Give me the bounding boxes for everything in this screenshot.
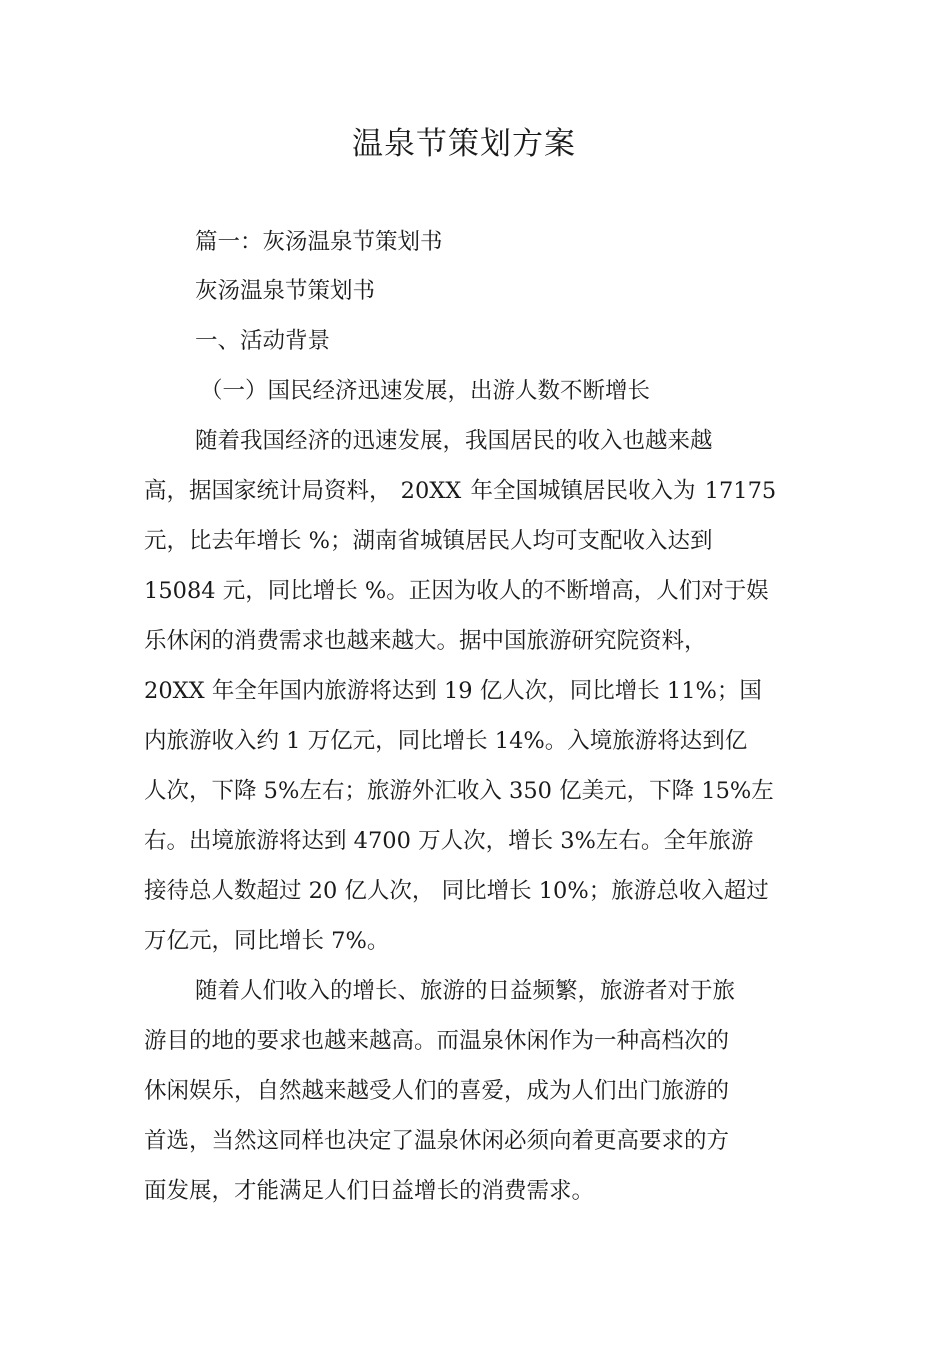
paragraph-line: 随着我国经济的迅速发展，我国居民的收入也越来越 — [195, 428, 713, 454]
paragraph-line: 高，据国家统计局资料， 20XX 年全国城镇居民收入为 17175 — [144, 478, 777, 504]
paragraph-line: 首选，当然这同样也决定了温泉休闲必须向着更高要求的方 — [144, 1128, 730, 1154]
subsection-heading: （一）国民经济迅速发展，出游人数不断增长 — [200, 378, 651, 404]
section-heading: 一、活动背景 — [195, 328, 331, 354]
document-title: 温泉节策划方案 — [352, 126, 576, 162]
paragraph-line: 元，比去年增长 %；湖南省城镇居民人均可支配收入达到 — [144, 528, 713, 554]
paragraph-line: 乐休闲的消费需求也越来越大。据中国旅游研究院资料， — [144, 628, 707, 654]
subtitle: 灰汤温泉节策划书 — [195, 278, 376, 304]
paragraph-line: 万亿元，同比增长 7%。 — [144, 928, 390, 954]
paragraph-line: 20XX 年全年国内旅游将达到 19 亿人次，同比增长 11%；国 — [144, 678, 762, 704]
paragraph-line: 游目的地的要求也越来越高。而温泉休闲作为一种高档次的 — [144, 1028, 730, 1054]
paragraph-line: 人次，下降 5%左右；旅游外汇收入 350 亿美元，下降 15%左 — [144, 778, 774, 804]
paragraph-line: 休闲娱乐，自然越来越受人们的喜爱，成为人们出门旅游的 — [144, 1078, 730, 1104]
section-heading: 篇一：灰汤温泉节策划书 — [195, 229, 443, 255]
paragraph-line: 内旅游收入约 1 万亿元，同比增长 14%。入境旅游将达到亿 — [144, 728, 748, 754]
paragraph-line: 面发展，才能满足人们日益增长的消费需求。 — [144, 1178, 595, 1204]
paragraph-line: 15084 元，同比增长 %。正因为收人的不断增高，人们对于娱 — [144, 578, 769, 604]
paragraph-line: 接待总人数超过 20 亿人次， 同比增长 10%；旅游总收入超过 — [144, 878, 769, 904]
paragraph-line: 右。出境旅游将达到 4700 万人次，增长 3%左右。全年旅游 — [144, 828, 754, 854]
paragraph-line: 随着人们收入的增长、旅游的日益频繁，旅游者对于旅 — [195, 978, 736, 1004]
